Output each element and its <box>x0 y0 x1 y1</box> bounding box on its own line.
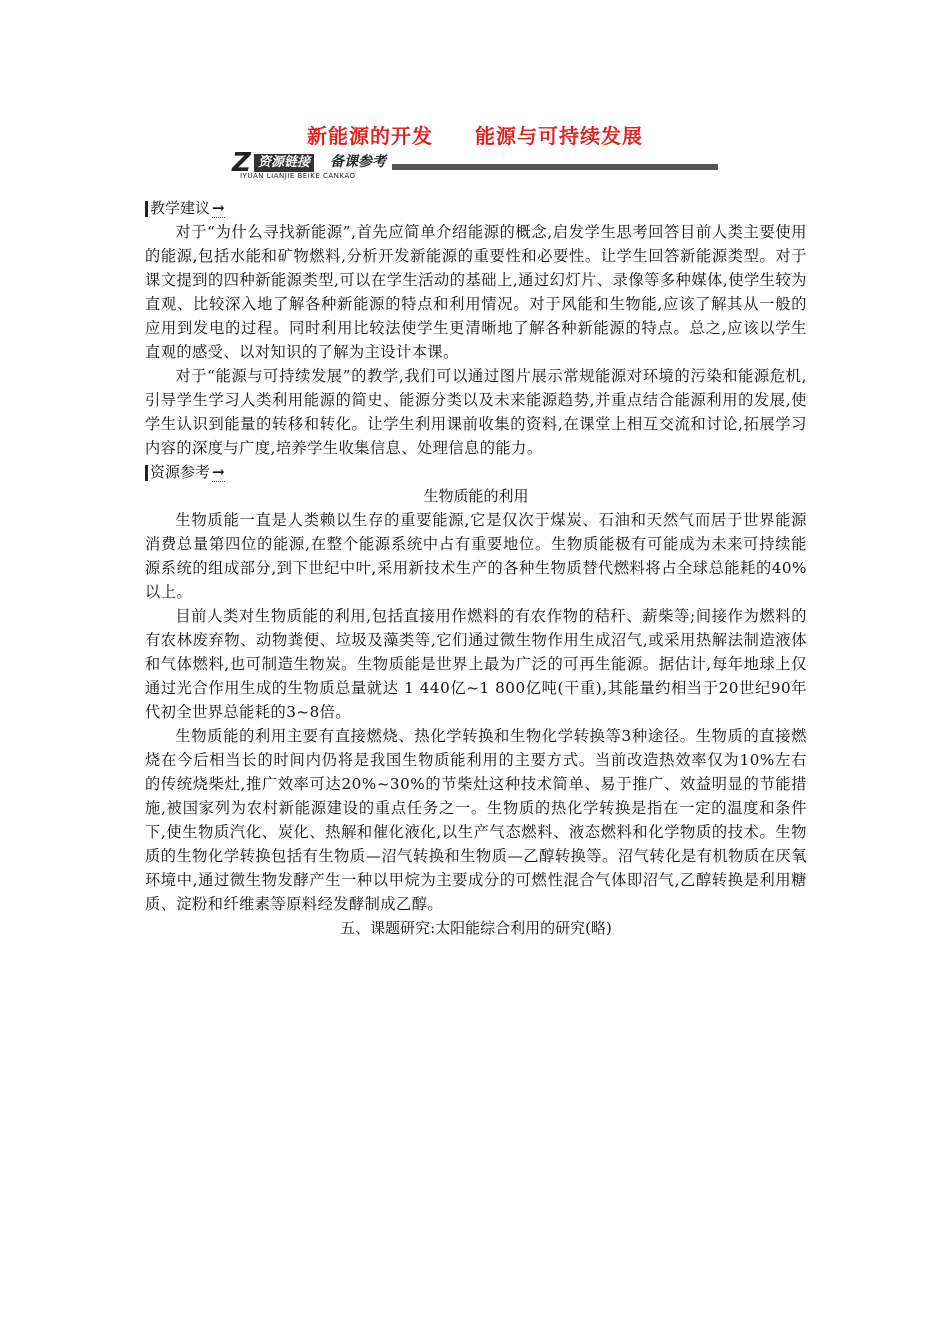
banner-divider <box>392 164 718 170</box>
paragraph: 对于“为什么寻找新能源”,首先应简单介绍能源的概念,启发学生思考回答目前人类主要使用的能源,包括水能和矿物燃料,分析开发新能源的重要性和必要性。让学生回答新能源类型。对于课文提到的四种新能源类型,可以在学生活动的基础上,通过幻灯片、录像等多种媒体,使学生较为直观、比较深入地了解各种新能源的特点和利用情况。对于风能和生物能,应该了解其从一般的应用到发电的过程。同时利用比较法使学生更清晰地了解各种新能源的特点。总之,应该以学生直观的感受、以对知识的了解为主设计本课。 <box>145 223 807 361</box>
paragraph: 生物质能的利用主要有直接燃烧、热化学转换和生物化学转换等3种途径。生物质的直接燃烧在今后相当长的时间内仍将是我国生物质能利用的主要方式。当前改造热效率仅为10%左右的传统烧柴灶,推广效率可达20%~30%的节柴灶这种技术简单、易于推广、效益明显的节能措施,被国家列为农村新能源建设的重点任务之一。生物质的热化学转换是指在一定的温度和条件下,使生物质汽化、炭化、热解和催化液化,以生产气态燃料、液态燃料和化学物质的技术。生物质的生物化学转换包括有生物质—沼气转换和生物质—乙醇转换等。沼气转化是有机物质在厌氧环境中,通过微生物发酵产生一种以甲烷为主要成分的可燃性混合气体即沼气,乙醇转换是利用糖质、淀粉和纤维素等原料经发酵制成乙醇。 <box>145 727 807 913</box>
section-heading-resources <box>145 460 807 484</box>
section-heading-text: 教学建议 <box>150 199 211 217</box>
banner-logo-letter: Z <box>232 148 251 178</box>
section-heading-text: 资源参考 <box>150 463 211 481</box>
section-marker-bar <box>145 465 148 481</box>
section-marker-bar <box>145 201 148 217</box>
page-title: 新能源的开发 能源与可持续发展 <box>307 124 643 148</box>
banner-pinyin: IYUAN LIANJIE BEIKE CANKAO <box>240 172 356 180</box>
arrow-right-icon: → <box>212 463 225 481</box>
section-heading-teaching-advice <box>145 196 807 220</box>
paragraph: 目前人类对生物质能的利用,包括直接用作燃料的有农作物的秸秆、薪柴等;间接作为燃料的有农林废弃物、动物粪便、垃圾及藻类等,它们通过微生物作用生成沼气,或采用热解法制造液体和气体燃料,也可制造生物炭。生物质能是世界上最为广泛的可再生能源。据估计,每年地球上仅通过光合作用生成的生物质总量就达 1 440亿~1 800亿吨(干重),其能量约相当于20世纪90年代初全世界总能耗的3~8倍。 <box>145 607 807 721</box>
resource-link-banner <box>232 150 718 180</box>
banner-subtitle: 备课参考 <box>330 154 386 170</box>
arrow-right-icon: → <box>212 199 225 217</box>
banner-tag: 资源链接 <box>254 154 314 172</box>
document-body <box>145 196 807 940</box>
paragraph: 对于“能源与可持续发展”的教学,我们可以通过图片展示常规能源对环境的污染和能源危机,引导学生学习人类利用能源的简史、能源分类以及未来能源趋势,并重点结合能源利用的发展,使学生认识到能量的转移和转化。让学生利用课前收集的资料,在课堂上相互交流和讨论,拓展学习内容的深度与广度,培养学生收集信息、处理信息的能力。 <box>145 367 807 457</box>
article-title: 生物质能的利用 <box>423 487 529 505</box>
paragraph: 生物质能一直是人类赖以生存的重要能源,它是仅次于煤炭、石油和天然气而居于世界能源消费总量第四位的能源,在整个能源系统中占有重要地位。生物质能极有可能成为未来可持续能源系统的组成部分,到下世纪中叶,采用新技术生产的各种生物质替代燃料将占全球总能耗的40%以上。 <box>145 511 807 601</box>
closing-line: 五、课题研究:太阳能综合利用的研究(略) <box>340 919 612 937</box>
